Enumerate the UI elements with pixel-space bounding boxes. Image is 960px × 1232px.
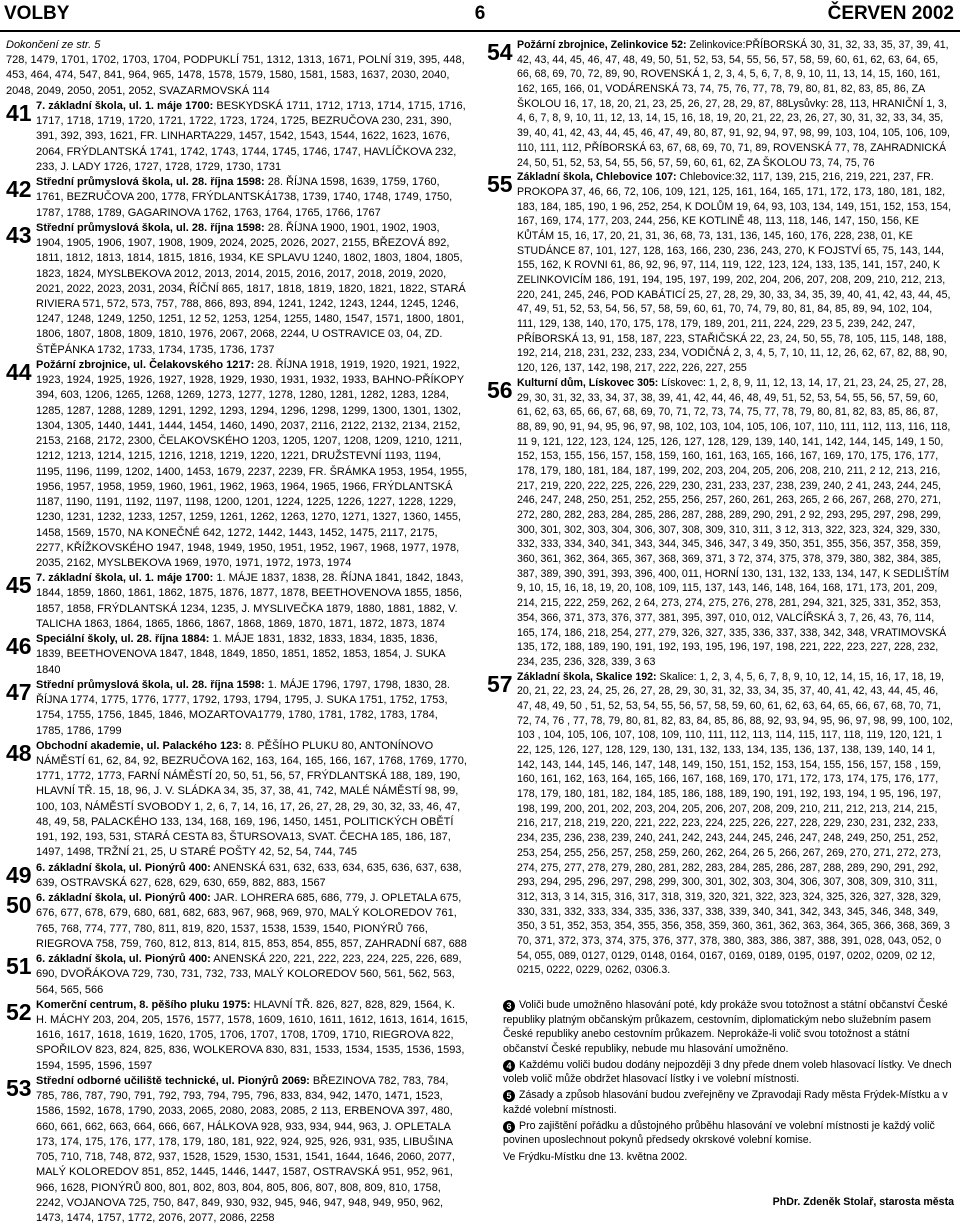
note-marker: 3 <box>503 1000 515 1012</box>
district-entry <box>487 670 954 978</box>
voting-note <box>487 998 954 1057</box>
district-entry <box>6 221 468 358</box>
note-marker: 4 <box>503 1060 515 1072</box>
district-number: 56 <box>487 376 513 403</box>
street-list: Skalice: 1, 2, 3, 4, 5, 6, 7, 8, 9, 10, 12, 14, 15, 16, 17, 18, 19, 20, 21, 22, 23, 24, 25, 26, 27, 28, 29, 30, 31, 32, 33, 34, 35, 37, 40, 41, 42, 43, 44, 45, 46, 47, 48, 49, 50 , 51, 52, 53, 54, 55, 56, 57, 58, 59, 60, 61, 62, 63, 64, 65, 66, 67, 68, 70, 71, 72, 74, 76 , 77, 78, 79, 80, 81, 82, 83, 84, 85, 86, 88, 92, 93, 94, 95, 96, 97, 98, 99, 100, 102, 103 , 104, 105, 106, 107, 108, 109, 110, 111, 112, 113, 114, 115, 117, 118, 119, 120, 121, 1 22, 125, 126, 127, 128, 129, 130, 131, 132, 133, 134, 135, 136, 137, 138, 139, 140, 14 1, 142, 143, 144, 145, 146, 147, 148, 149, 150, 151, 152, 153, 154, 155, 156, 157, 158 , 159, 160, 161, 162, 163, 164, 165, 166, 167, 168, 169, 170, 171, 172, 173, 174, 175, 176, 177, 178, 179, 180, 181, 182, 184, 185, 186, 188, 189, 190, 191, 192, 193, 194, 1 95, 196, 197, 198, 199, 200, 201, 202, 203, 204, 205, 206, 207, 208, 209, 210, 211, 212, 213, 214, 215, 216, 217, 218, 219, 220, 221, 222, 223, 224, 225, 226, 227, 228, 229, 230, 231, 232, 233, 234, 235, 236, 238, 239, 240, 241, 242, 243, 244, 245, 246, 247, 248, 249, 250, 251, 252, 253, 254, 255, 256, 257, 258, 259, 260, 262, 264, 26 5, 266, 267, 269, 270, 271, 272, 273, 274, 275, 277, 278, 279, 280, 281, 282, 283, 284, 285, 286, 287, 288, 289, 290, 291, 292, 293, 294, 295, 296, 297, 298, 299, 300, 301, 302, 303, 304, 306, 307, 308, 309, 310, 311, 312, 313, 3 14, 315, 316, 317, 318, 319, 320, 321, 322, 323, 324, 325, 326, 327, 328, 329, 330, 331, 332, 333, 334, 335, 336, 337, 338, 339, 340, 341, 342, 343, 345, 346, 348, 349, 350, 3 51, 352, 353, 354, 355, 356, 358, 359, 360, 361, 362, 363, 364, 365, 366, 368, 369, 3 70, 371, 372, 373, 374, 375, 376, 377, 378, 380, 383, 386, 387, 388, 391, 028, 043, 052, 0 54, 055, 089, 0127, 0129, 0148, 0164, 0167, 0169, 0189, 0195, 0197, 0202, 0209, 02 12, 0215, 0222, 0229, 0262, 0306.3. <box>517 670 953 977</box>
polling-station-name: Požární zbrojnice, Zelinkovice 52: <box>517 39 687 51</box>
polling-station-name: 6. základní škola, ul. Pionýrů 400: <box>36 861 211 874</box>
continuation-note: Dokončení ze str. 5 <box>6 39 101 51</box>
section-title: VOLBY <box>4 3 70 24</box>
polling-station-name: Střední odborné učiliště technické, ul. Pionýrů 2069: <box>36 1074 310 1087</box>
street-list: ANENSKÁ 220, 221, 222, 223, 224, 225, 226, 689, 690, DVOŘÁKOVA 729, 730, 731, 732, 733, MALÝ KOLOREDOV 560, 561, 562, 563, 564, 565, 566 <box>36 953 462 996</box>
polling-station-name: 7. základní škola, ul. 1. máje 1700: <box>36 572 214 585</box>
district-entry <box>487 170 954 376</box>
continued-street-list: 728, 1479, 1701, 1702, 1703, 1704, PODPUKLÍ 751, 1312, 1313, 1671, POLNÍ 319, 395, 448, 453, 464, 474, 547, 841, 964, 965, 1478, 1578, 1579, 1580, 1581, 1583, 1637, 2030, 2040, 2048, 2049, 2050, 2051, 2052, SVAZARMOVSKÁ 114 <box>6 54 465 97</box>
street-list: Chlebovice:32, 117, 139, 215, 216, 219, 221, 237, FR. PROKOPA 37, 46, 66, 72, 106, 109, 121, 125, 161, 164, 165, 171, 172, 173, 180, 181, 182, 183, 184, 185, 190, 1 96, 252, 254, K DOLŮM 19, 64, 93, 103, 134, 149, 151, 152, 153, 154, 167, 169, 174, 177, 203, 244, 256, KE KOTLINĚ 48, 113, 118, 146, 147, 150, 156, KE KŮTÁM 15, 16, 17, 20, 21, 31, 36, 68, 73, 131, 136, 145, 160, 176, 228, 238, 01, KE STUDÁNCE 87, 101, 127, 128, 163, 166, 230, 236, 243, 270, K FOJSTVÍ 65, 75, 143, 144, 155, 162, K ROVNI 61, 86, 92, 96, 97, 114, 119, 122, 123, 124, 133, 135, 141, 157, 240, K ZELINKOVICÍM 186, 191, 194, 195, 197, 199, 202, 204, 206, 207, 208, 209, 210, 212, 213, 220, 241, 245, 246, POD KABÁTICÍ 25, 27, 28, 29, 30, 33, 34, 35, 39, 40, 41, 42, 43, 44, 45, 47, 49, 51, 52, 53, 54, 56, 57, 58, 59, 60, 61, 70, 74, 79, 80, 81, 84, 85, 89, 94, 102, 104, 111, 129, 138, 140, 170, 175, 178, 179, 189, 201, 211, 224, 229, 23 5, 239, 242, 247, PŘÍBORSKÁ 13, 91, 158, 187, 223, STAŘIČSKÁ 22, 23, 24, 50, 55, 78, 105, 115, 148, 188, 192, 214, 218, 231, 232, 233, 234, VODIČNÁ 2, 3, 4, 5, 7, 10, 11, 12, 26, 62, 67, 82, 88, 90, 120, 126, 137, 142, 198, 217, 222, 226, 227, 255 <box>517 171 952 375</box>
street-list: BŘEZINOVA 782, 783, 784, 785, 786, 787, 790, 791, 792, 793, 794, 795, 796, 833, 834, 942, 1470, 1471, 1523, 1586, 1592, 1678, 1790, 2033, 2065, 2080, 2083, 2085, 2 113, ERBENOVA 397, 480, 660, 661, 662, 663, 664, 666, 667, HÁLKOVA 928, 933, 934, 944, 963, J. OPLETALA 173, 174, 175, 176, 177, 178, 179, 180, 181, 922, 924, 925, 926, 931, 935, LIBUŠINA 705, 710, 718, 748, 872, 937, 1528, 1529, 1530, 1531, 1541, 1644, 1646, 2060, 2077, MALÝ KOLOREDOV 851, 852, 1445, 1446, 1447, 1587, OSTRAVSKÁ 951, 952, 961, 966, 1628, PIONÝRŮ 800, 801, 802, 803, 804, 805, 806, 807, 808, 809, 810, 1758, 2242, VOJANOVA 725, 750, 847, 849, 930, 932, 945, 946, 947, 948, 949, 950, 962, 1473, 1474, 1757, 1772, 2076, 2077, 2086, 2258 <box>36 1074 455 1225</box>
district-number: 46 <box>6 633 32 660</box>
district-entry <box>6 175 468 221</box>
polling-station-name: Střední průmyslová škola, ul. 28. října 1598: <box>36 221 265 234</box>
district-list-left <box>6 99 468 1226</box>
district-number: 53 <box>6 1074 32 1101</box>
street-list: BESKYDSKÁ 1711, 1712, 1713, 1714, 1715, 1716, 1717, 1718, 1719, 1720, 1721, 1722, 1723, 1724, 1725, BEZRUČOVA 230, 231, 390, 391, 392, 393, 1621, FR. LINHARTA229, 1457, 1542, 1543, 1544, 1622, 1623, 1676, 2064, FRÝDLANTSKÁ 1741, 1742, 1743, 1744, 1745, 1746, 1747, HAVLÍČKOVA 232, 233, J. LADY 1726, 1727, 1728, 1729, 1730, 1731 <box>36 99 466 173</box>
district-number: 44 <box>6 358 32 385</box>
district-number: 45 <box>6 572 32 599</box>
polling-station-name: 6. základní škola, ul. Pionýrů 400: <box>36 892 211 905</box>
district-number: 41 <box>6 99 32 126</box>
polling-station-name: Základní škola, Skalice 192: <box>517 670 657 683</box>
district-number: 42 <box>6 176 32 203</box>
district-number: 43 <box>6 221 32 248</box>
district-number: 57 <box>487 670 513 697</box>
polling-station-name: Střední průmyslová škola, ul. 28. října 1598: <box>36 678 265 691</box>
polling-station-name: Speciální školy, ul. 28. října 1884: <box>36 633 210 646</box>
street-list: 8. PĚŠÍHO PLUKU 80, ANTONÍNOVO NÁMĚSTÍ 61, 62, 84, 92, BEZRUČOVA 162, 163, 164, 165, 166, 167, 1768, 1769, 1770, 1771, 1772, 1773, FARNÍ NÁMĚSTÍ 20, 50, 51, 56, 57, FRÝDLANTSKÁ 188, 189, 190, HLAVNÍ TŘ. 15, 18, 96, J. V. SLÁDKA 34, 35, 37, 38, 41, 742, MALÉ NÁMĚSTÍ 98, 99, 100, 103, NÁMĚSTÍ SVOBODY 1, 2, 6, 7, 14, 16, 17, 26, 27, 28, 29, 30, 32, 33, 46, 47, 48, 49, 58, PALACKÉHO 133, 134, 168, 169, 196, 1450, 1451, POLITICKÝCH OBĚTÍ 191, 192, 193, 531, STARÁ CESTA 83, ŠTURSOVA13, SVAT. ČECHA 185, 186, 187, 1497, 1498, TRŽNÍ 21, 25, U STARÉ POŠTY 42, 52, 54, 744, 745 <box>36 739 467 859</box>
polling-station-name: Kulturní dům, Lískovec 305: <box>517 376 659 389</box>
district-number: 52 <box>6 998 32 1025</box>
note-text: Pro zajištění pořádku a důstojného průběhu hlasování ve volební místnosti je každý volič povinen uposlechnout pokynů předsedy okrskové volební komise. <box>503 1119 935 1147</box>
district-entry <box>6 571 468 632</box>
date-line: Ve Frýdku-Místku dne 13. května 2002. <box>503 1150 688 1163</box>
district-entry <box>6 739 468 861</box>
district-entry <box>487 376 954 670</box>
district-entry <box>6 358 468 571</box>
district-entry <box>6 891 468 952</box>
district-entry <box>6 99 468 175</box>
note-marker: 6 <box>503 1121 515 1133</box>
district-entry <box>6 861 468 891</box>
district-entry <box>487 38 954 170</box>
district-list-right <box>487 38 954 978</box>
street-list: 28. ŘÍJNA 1900, 1901, 1902, 1903, 1904, 1905, 1906, 1907, 1908, 1909, 2024, 2025, 2026, 2027, 2155, BŘEZOVÁ 892, 1811, 1812, 1813, 1814, 1815, 1816, 1934, KE SPLAVU 1240, 1802, 1803, 1804, 1805, 1823, 1824, MYSLBEKOVA 2012, 2013, 2014, 2015, 2016, 2017, 2018, 2019, 2020, 2021, 2022, 2023, 2031, 2034, ŘÍČNÍ 865, 1817, 1818, 1819, 1820, 1821, 1822, STARÁ RIVIERA 571, 572, 573, 757, 788, 866, 893, 894, 1241, 1242, 1243, 1244, 1245, 1246, 1247, 1248, 1249, 1250, 1251, 12 52, 1253, 1254, 1255, 1480, 1547, 1571, 1800, 1801, 1806, 1807, 1808, 1809, 1810, 1976, 2067, 2068, 2244, U OSTRAVICE 03, 04, ZD. ŠTĚPÁNKA 1732, 1733, 1734, 1735, 1736, 1737 <box>36 221 466 356</box>
polling-station-name: Základní škola, Chlebovice 107: <box>517 171 677 184</box>
left-column <box>6 38 468 1226</box>
street-list: 28. ŘÍJNA 1918, 1919, 1920, 1921, 1922, 1923, 1924, 1925, 1926, 1927, 1928, 1929, 1930, 1931, 1932, 1933, BAHNO-PŘÍKOPY 394, 603, 1206, 1265, 1268, 1269, 1273, 1277, 1278, 1280, 1281, 1282, 1283, 1284, 1285, 1287, 1288, 1289, 1291, 1292, 1293, 1294, 1296, 1298, 1299, 1300, 1301, 1302, 1304, 1305, 1440, 1441, 1444, 1454, 1460, 1490, 2037, 2116, 2122, 2132, 2134, 2152, 2153, 2168, 2172, 2300, ČELAKOVSKÉHO 1203, 1205, 1207, 1208, 1209, 1210, 1211, 1212, 1213, 1214, 1215, 1216, 1218, 1219, 1220, 1221, DRUŽSTEVNÍ 1193, 1194, 1195, 1196, 1199, 1202, 1400, 1453, 1679, 2237, 2239, FR. ŠRÁMKA 1953, 1954, 1955, 1956, 1957, 1958, 1959, 1960, 1961, 1962, 1963, 1964, 1965, 1966, FRÝDLANTSKÁ 1187, 1190, 1191, 1192, 1197, 1198, 1200, 1201, 1224, 1225, 1226, 1227, 1228, 1229, 1230, 1231, 1232, 1233, 1257, 1259, 1261, 1262, 1263, 1270, 1271, 1327, 1360, 1455, 1458, 1569, 1570, NA KONEČNÉ 642, 1272, 1442, 1443, 1452, 1475, 2117, 2175, 2277, KŘÍŽKOVSKÉHO 1947, 1948, 1949, 1950, 1951, 1952, 1967, 1968, 1977, 1978, 2035, 2162, MYSLBEKOVA 1969, 1970, 1971, 1972, 1973, 1974 <box>36 358 468 569</box>
street-list: Lískovec: 1, 2, 8, 9, 11, 12, 13, 14, 17, 21, 23, 24, 25, 27, 28, 29, 30, 31, 32, 33, 34, 37, 38, 39, 41, 42, 44, 46, 48, 49, 51, 52, 53, 54, 55, 56, 57, 59, 60, 61, 62, 63, 65, 66, 67, 68, 69, 70, 71, 72, 73, 74, 75, 77, 78, 79, 80, 81, 82, 83, 85, 86, 87, 88, 89, 90, 91, 94, 95, 96, 97, 98, 102, 103, 104, 105, 106, 107, 110, 111, 112, 113, 116, 118, 11 9, 121, 122, 123, 124, 125, 126, 127, 128, 129, 139, 140, 141, 142, 144, 145, 149, 1 50, 152, 153, 155, 156, 157, 158, 159, 160, 161, 163, 165, 166, 167, 169, 170, 175, 176, 177, 178, 179, 180, 181, 184, 187, 199, 202, 203, 204, 205, 206, 208, 210, 211, 2 12, 213, 216, 217, 219, 220, 222, 225, 226, 229, 230, 231, 233, 237, 238, 239, 240, 2 41, 243, 244, 245, 246, 247, 248, 250, 251, 252, 255, 256, 257, 260, 261, 263, 265, 2 66, 267, 268, 270, 271, 272, 280, 282, 283, 284, 285, 286, 287, 288, 289, 290, 291, 2 92, 293, 295, 297, 298, 299, 300, 301, 302, 303, 304, 306, 307, 308, 309, 310, 311, 3 12, 313, 322, 323, 324, 329, 330, 332, 333, 334, 340, 341, 343, 344, 345, 346, 347, 3 49, 350, 351, 355, 356, 357, 358, 359, 360, 361, 362, 364, 365, 367, 368, 369, 371, 3 72, 374, 375, 378, 379, 380, 382, 384, 385, 387, 389, 390, 391, 393, 396, 400, 011, HORNÍ 130, 131, 132, 133, 134, 147, K SEDLIŠTÍM 9, 10, 15, 16, 18, 19, 20, 108, 109, 115, 137, 143, 146, 148, 164, 168, 171, 173, 201, 209, 214, 215, 222, 259, 262, 2 64, 273, 274, 275, 276, 278, 281, 294, 321, 325, 331, 352, 353, 354, 366, 371, 373, 376, 377, 381, 395, 397, 010, 012, VALCÍŘSKÁ 3, 7, 26, 43, 76, 114, 165, 174, 186, 218, 254, 277, 279, 326, 327, 335, 336, 337, 338, 342, 348, VRATIMOVSKÁ 135, 172, 188, 189, 190, 191, 192, 193, 195, 196, 197, 198, 221, 222, 223, 227, 228, 232, 234, 235, 236, 328, 339, 3 63 <box>517 376 951 668</box>
voting-note <box>487 1119 954 1148</box>
page-header <box>0 0 960 34</box>
polling-station-name: 7. základní škola, ul. 1. máje 1700: <box>36 99 214 112</box>
note-text: Zásady a způsob hlasování budou zveřejněny ve Zpravodaji Rady města Frýdek-Místku a v každé volební místnosti. <box>503 1089 948 1116</box>
polling-station-name: 6. základní škola, ul. Pionýrů 400: <box>36 953 211 966</box>
district-number: 48 <box>6 739 32 766</box>
signature: PhDr. Zdeněk Stolař, starosta města <box>772 1195 954 1208</box>
polling-station-name: Obchodní akademie, ul. Palackého 123: <box>36 739 243 752</box>
street-list: Zelinkovice:PŘÍBORSKÁ 30, 31, 32, 33, 35, 37, 39, 41, 42, 43, 44, 45, 46, 47, 48, 49, 50, 51, 52, 53, 54, 55, 56, 57, 58, 59, 60, 61, 62, 63, 64, 65, 66, 68, 69, 70, 72, 89, 90, ROVENSKÁ 1, 2, 3, 4, 5, 6, 7, 8, 9, 10, 11, 13, 14, 15, 160, 161, 162, 165, 166, 01, VODÁRENSKÁ 73, 74, 75, 76, 77, 78, 79, 80, 81, 82, 83, 85, 86, ZA ŠKOLOU 16, 17, 18, 20, 21, 23, 25, 26, 27, 28, 29, 87, 88Lysůvky: 28, 113, HRANIČNÍ 1, 3, 4, 6, 7, 8, 9, 10, 11, 12, 13, 14, 15, 16, 18, 19, 20, 21, 22, 23, 26, 27, 30, 31, 32, 33, 34, 35, 39, 40, 41, 42, 43, 44, 45, 46, 47, 49, 80, 87, 91, 92, 94, 97, 98, 99, 103, 104, 105, 106, 109, 110, 111, 112, PŘÍBORSKÁ 63, 67, 68, 69, 70, 71, 89, ROVENSKÁ 77, 78, ZAHRADNICKÁ 24, 50, 51, 52, 53, 54, 55, 56, 57, 59, 60, 61, 62, ZA ŠKOLOU 73, 74, 75, 76 <box>517 39 950 169</box>
polling-station-name: Požární zbrojnice, ul. Čelakovského 1217: <box>36 358 255 371</box>
voting-note <box>487 1088 954 1117</box>
note-marker: 5 <box>503 1090 515 1102</box>
street-list: HLAVNÍ TŘ. 826, 827, 828, 829, 1564, K. H. MÁCHY 203, 204, 205, 1576, 1577, 1578, 1609, 1610, 1611, 1612, 1613, 1614, 1615, 1616, 1617, 1618, 1619, 1620, 1705, 1706, 1707, 1708, 1709, 1710, RIEGROVA 822, SPOŘILOV 823, 824, 825, 836, WOLKEROVA 830, 831, 1533, 1534, 1535, 1536, 1593, 1594, 1595, 1596, 1597 <box>36 998 468 1072</box>
street-list: 28. ŘÍJNA 1598, 1639, 1759, 1760, 1761, BEZRUČOVA 200, 1778, FRÝDLANTSKÁ1738, 1739, 1740, 1748, 1749, 1750, 1787, 1788, 1789, GAGARINOVA 1762, 1763, 1764, 1765, 1766, 1767 <box>36 176 453 219</box>
polling-station-name: Střední průmyslová škola, ul. 28. října 1598: <box>36 176 265 189</box>
page-number: 6 <box>474 3 486 24</box>
street-list: 1. MÁJE 1831, 1832, 1833, 1834, 1835, 1836, 1839, BEETHOVENOVA 1847, 1848, 1849, 1850, 1851, 1852, 1853, 1854, J. SUKA 1840 <box>36 633 445 676</box>
note-text: Voliči bude umožněno hlasování poté, kdy prokáže svou totožnost a státní občanství České republiky platným občanským průkazem, cestovním, diplomatickým nebo služebním pasem České republiky anebo cestovním průkazem. Neprokáže-li volič svou totožnost a státní občanství České republiky, nebude mu hlasování umožněno. <box>503 999 948 1056</box>
district-number: 49 <box>6 861 32 888</box>
district-number: 51 <box>6 953 32 980</box>
header-rule <box>0 30 960 32</box>
street-list: 1. MÁJE 1796, 1797, 1798, 1830, 28. ŘÍJNA 1774, 1775, 1776, 1777, 1792, 1793, 1794, 1795, J. SUKA 1751, 1752, 1753, 1754, 1755, 1756, 1845, 1846, MOZARTOVA1779, 1780, 1781, 1782, 1783, 1784, 1785, 1786, 1799 <box>36 678 450 737</box>
district-number: 50 <box>6 892 32 919</box>
district-number: 54 <box>487 39 513 65</box>
polling-station-name: Komerční centrum, 8. pěšího pluku 1975: <box>36 998 251 1011</box>
issue-date: ČERVEN 2002 <box>827 3 954 24</box>
voting-note <box>487 1058 954 1087</box>
district-entry <box>6 952 468 998</box>
district-entry <box>6 632 468 678</box>
district-number: 55 <box>487 171 513 198</box>
district-entry <box>6 678 468 739</box>
district-entry <box>6 998 468 1074</box>
district-entry <box>6 1074 468 1226</box>
street-list: ANENSKÁ 631, 632, 633, 634, 635, 636, 637, 638, 639, OSTRAVSKÁ 627, 628, 629, 630, 659, 882, 883, 1567 <box>36 861 462 889</box>
street-list: 1. MÁJE 1837, 1838, 28. ŘÍJNA 1841, 1842, 1843, 1844, 1859, 1860, 1861, 1862, 1875, 1876, 1877, 1878, BEETHOVENOVA 1855, 1856, 1857, 1858, FRÝDLANTSKÁ 1234, 1235, J. MYSLIVEČKA 1879, 1880, 1881, 1882, V. TALICHA 1863, 1864, 1865, 1866, 1867, 1868, 1869, 1870, 1871, 1872, 1873, 1874 <box>36 572 464 630</box>
right-column <box>487 38 954 1220</box>
voting-notes <box>487 998 954 1148</box>
district-number: 47 <box>6 678 32 705</box>
note-text: Každému voliči budou dodány nejpozději 3 dny přede dnem voleb hlasovací lístky. Ve dnech voleb volič může obdržet hlasovací lístky i ve volební místnosti. <box>503 1058 952 1086</box>
street-list: JAR. LOHRERA 685, 686, 779, J. OPLETALA 675, 676, 677, 678, 679, 680, 681, 682, 683, 967, 968, 969, 970, MALÝ KOLOREDOV 761, 765, 768, 774, 777, 780, 811, 819, 820, 1537, 1538, 1539, 1540, PIONÝRŮ 766, RIEGROVA 758, 759, 760, 812, 813, 814, 815, 853, 854, 855, 857, ZAHRADNÍ 687, 688 <box>36 892 467 950</box>
